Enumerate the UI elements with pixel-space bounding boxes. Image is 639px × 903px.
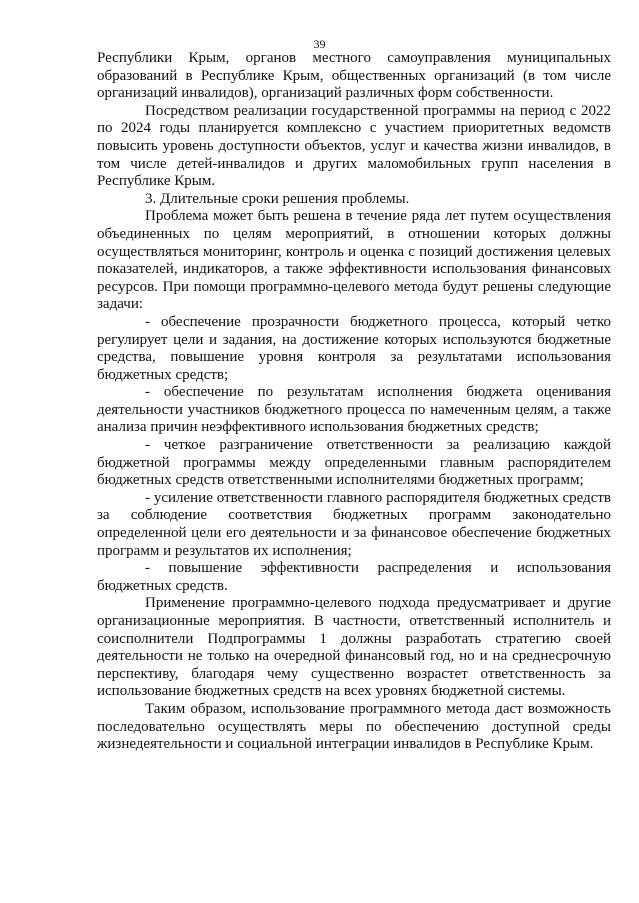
list-item: - усиление ответственности главного распорядителя бюджетных средств за соблюдение соответствия бюджетных программ законодательно определенной цели его деятельности и за финансовое обеспечение бюджетных программ и результатов их исполнения; — [97, 489, 611, 559]
list-item: - повышение эффективности распределения и использования бюджетных средств. — [97, 560, 611, 594]
paragraph: Проблема может быть решена в течение ряда лет путем осуществления объединенных по целям мероприятий, в отношении которых должны осуществляться мониторинг, контроль и оценка с позиций достижения целевых показателей, индикаторов, а также эффективности использования финансовых ресурсов. При помощи программно-целевого метода будут решены следующие задачи: — [97, 208, 611, 313]
list-item: - четкое разграничение ответственности за реализацию каждой бюджетной программы между определенными главным распорядителем бюджетных средств ответственными исполнителями бюджетных программ; — [97, 437, 611, 489]
paragraph: Применение программно-целевого подхода предусматривает и другие организационные мероприятия. В частности, ответственный исполнитель и соисполнители Подпрограммы 1 должны разработать стратегию своей деятельности не только на очередной финансовый год, но и на среднесрочную перспективу, благодаря чему существенно возрастет ответственность за использование бюджетных средств на всех уровнях бюджетной системы. — [97, 595, 611, 700]
document-body — [97, 50, 611, 754]
section-heading: 3. Длительные сроки решения проблемы. — [145, 190, 410, 207]
list-item: - обеспечение прозрачности бюджетного процесса, который четко регулирует цели и задания, на достижение которых используются бюджетные средства, повышение уровня контроля за результатами использования бюджетных средств; — [97, 313, 611, 383]
list-item: - обеспечение по результатам исполнения бюджета оценивания деятельности участников бюджетного процесса по намеченным целям, а также анализа причин неэффективного использования бюджетных средств; — [97, 384, 611, 436]
page-number: 39 — [313, 37, 326, 51]
paragraph: Республики Крым, органов местного самоуправления муниципальных образований в Республике Крым, общественных организаций (в том числе организаций инвалидов), организаций различных форм собственности. — [97, 50, 611, 102]
paragraph: Таким образом, использование программного метода даст возможность последовательно осуществлять меры по обеспечению доступной среды жизнедеятельности и социальной интеграции инвалидов в Республике Крым. — [97, 700, 611, 753]
paragraph: Посредством реализации государственной программы на период с 2022 по 2024 годы планируется комплексно с участием приоритетных ведомств повысить уровень доступности объектов, услуг и качества жизни инвалидов, в том числе детей-инвалидов и других маломобильных групп населения в Республике Крым. — [97, 102, 611, 190]
